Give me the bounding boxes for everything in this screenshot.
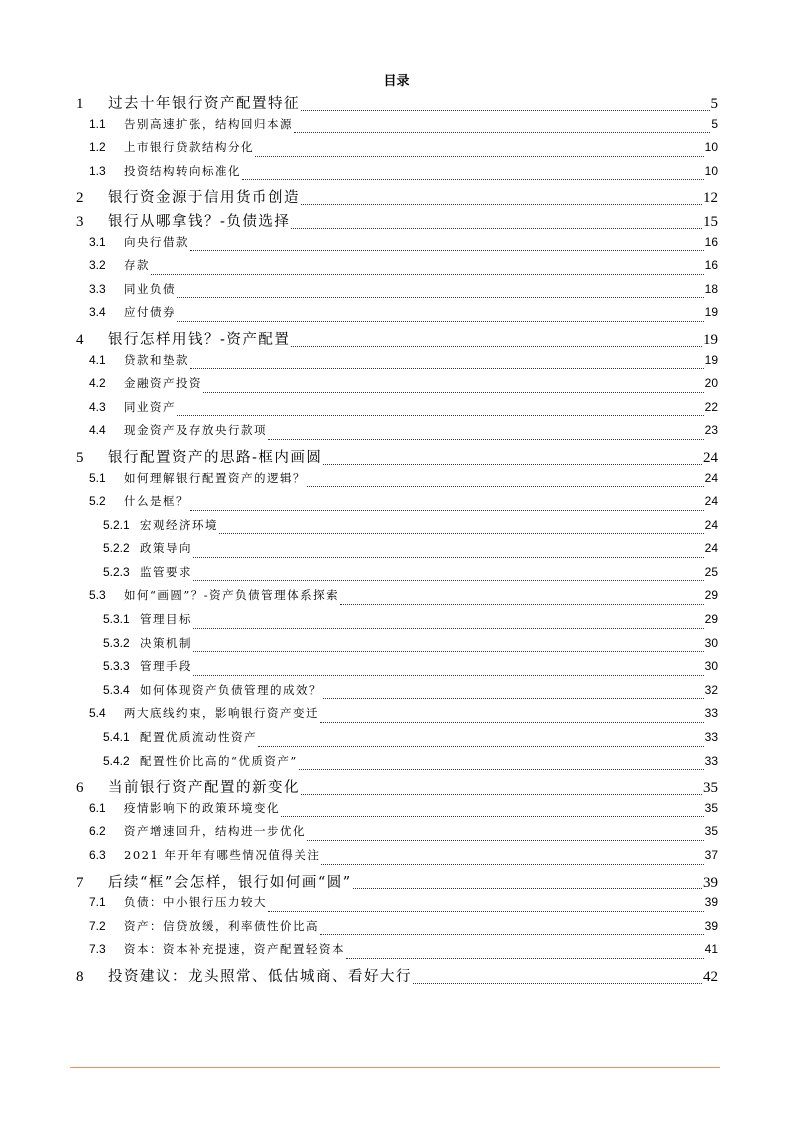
toc-entry-level-3[interactable] xyxy=(72,729,718,753)
toc-entry-level-2[interactable] xyxy=(72,116,718,140)
toc-entry-page: 29 xyxy=(704,588,718,603)
footer-divider xyxy=(70,1067,720,1068)
toc-entry-page: 24 xyxy=(704,494,718,509)
toc-entry-title: 投资结构转向标准化 xyxy=(124,163,241,178)
toc-entry-title: 应付债券 xyxy=(124,305,176,320)
toc-entry-page: 42 xyxy=(703,968,718,985)
table-of-contents xyxy=(72,92,718,989)
toc-entry-number: 5.3 xyxy=(89,588,106,603)
toc-entry-title: 上市银行贷款结构分化 xyxy=(124,140,254,155)
toc-entry-page: 16 xyxy=(704,258,718,273)
toc-leader-dots xyxy=(190,509,704,511)
toc-entry-page: 39 xyxy=(704,918,718,933)
toc-entry-page: 37 xyxy=(704,848,718,862)
toc-entry-number: 6.1 xyxy=(89,800,106,815)
toc-entry-title: 向央行借款 xyxy=(124,234,189,249)
toc-entry-number: 5.2.1 xyxy=(103,517,130,532)
toc-entry-level-1[interactable] xyxy=(72,965,718,989)
toc-entry-level-2[interactable] xyxy=(72,894,718,918)
toc-leader-dots xyxy=(323,697,704,699)
toc-leader-dots xyxy=(307,485,704,487)
toc-entry-page: 24 xyxy=(703,449,718,466)
toc-entry-number: 5.4.2 xyxy=(103,753,130,768)
toc-leader-dots xyxy=(301,109,710,111)
toc-entry-number: 5.1 xyxy=(89,470,106,485)
toc-leader-dots xyxy=(353,887,702,889)
toc-entry-level-2[interactable] xyxy=(72,823,718,847)
toc-entry-page: 35 xyxy=(703,780,718,797)
toc-entry-title: 资本：资本补充提速，资产配置轻资本 xyxy=(124,942,345,957)
toc-entry-number: 5.3.3 xyxy=(103,659,130,674)
toc-entry-title: 宏观经济环境 xyxy=(140,517,218,532)
toc-entry-title: 贷款和垫款 xyxy=(124,352,189,367)
toc-entry-title: 监管要求 xyxy=(140,564,192,579)
toc-entry-page: 10 xyxy=(704,163,718,178)
toc-entry-number: 5.4 xyxy=(89,706,106,721)
toc-entry-number: 4.2 xyxy=(89,376,106,391)
toc-entry-number: 3 xyxy=(76,213,84,230)
toc-entry-level-1[interactable] xyxy=(72,186,718,210)
toc-entry-level-2[interactable] xyxy=(72,587,718,611)
toc-leader-dots xyxy=(281,815,704,817)
toc-entry-level-1[interactable] xyxy=(72,446,718,470)
toc-entry-level-2[interactable] xyxy=(72,352,718,376)
toc-entry-title: 后续“框”会怎样，银行如何画“圆” xyxy=(108,874,352,891)
toc-entry-page: 33 xyxy=(704,706,718,721)
toc-entry-page: 19 xyxy=(704,352,718,367)
toc-leader-dots xyxy=(258,745,704,747)
toc-entry-title: 告别高速扩张，结构回归本源 xyxy=(124,116,293,131)
toc-entry-level-2[interactable] xyxy=(72,941,718,965)
toc-entry-title: 如何理解银行配置资产的逻辑？ xyxy=(124,470,306,485)
toc-entry-page: 16 xyxy=(704,234,718,249)
toc-entry-number: 8 xyxy=(76,968,84,985)
toc-entry-number: 2 xyxy=(76,190,84,207)
toc-entry-title: 政策导向 xyxy=(140,541,192,556)
toc-entry-title: 负债：中小银行压力较大 xyxy=(124,895,267,910)
toc-leader-dots xyxy=(190,249,704,251)
toc-entry-number: 1.1 xyxy=(89,116,106,131)
toc-entry-number: 6.2 xyxy=(89,824,106,839)
toc-entry-number: 6.3 xyxy=(89,848,106,862)
toc-entry-page: 12 xyxy=(703,190,718,207)
toc-entry-page: 19 xyxy=(703,331,718,348)
toc-leader-dots xyxy=(320,933,704,935)
toc-leader-dots xyxy=(219,532,704,534)
toc-entry-title: 银行从哪拿钱？-负债选择 xyxy=(108,213,291,230)
toc-entry-level-2[interactable] xyxy=(72,705,718,729)
toc-entry-title: 管理手段 xyxy=(140,659,192,674)
toc-entry-number: 4.3 xyxy=(89,399,106,414)
toc-entry-page: 39 xyxy=(703,874,718,891)
toc-leader-dots xyxy=(177,414,704,416)
toc-entry-number: 7.1 xyxy=(89,895,106,910)
toc-entry-number: 5.2.3 xyxy=(103,564,130,579)
toc-entry-number: 5.3.1 xyxy=(103,612,130,627)
toc-entry-level-2[interactable] xyxy=(72,422,718,446)
toc-entry-level-3[interactable] xyxy=(72,658,718,682)
toc-entry-title: 同业资产 xyxy=(124,399,176,414)
toc-entry-title: 资产：信贷放缓，利率债性价比高 xyxy=(124,918,319,933)
toc-entry-number: 5.3.4 xyxy=(103,682,130,697)
toc-entry-page: 24 xyxy=(704,541,718,556)
toc-entry-number: 6 xyxy=(76,780,84,797)
toc-entry-number: 4.4 xyxy=(89,423,106,438)
toc-entry-level-1[interactable] xyxy=(72,92,718,116)
toc-entry-title: 存款 xyxy=(124,258,150,273)
toc-entry-level-3[interactable] xyxy=(72,540,718,564)
toc-entry-page: 23 xyxy=(704,423,718,438)
toc-entry-title: 疫情影响下的政策环境变化 xyxy=(124,800,280,815)
toc-leader-dots xyxy=(301,203,702,205)
toc-title: 目录 xyxy=(383,74,410,89)
toc-leader-dots xyxy=(203,391,704,393)
toc-entry-level-2[interactable] xyxy=(72,375,718,399)
toc-entry-page: 33 xyxy=(704,753,718,768)
toc-leader-dots xyxy=(320,721,704,723)
toc-entry-level-2[interactable] xyxy=(72,163,718,187)
toc-leader-dots xyxy=(291,227,702,229)
toc-entry-page: 24 xyxy=(704,470,718,485)
toc-entry-level-3[interactable] xyxy=(72,611,718,635)
toc-entry-title: 如何“画圆”？-资产负债管理体系探索 xyxy=(124,588,340,603)
toc-leader-dots xyxy=(177,296,704,298)
toc-entry-page: 39 xyxy=(704,895,718,910)
toc-leader-dots xyxy=(193,556,704,558)
toc-entry-page: 35 xyxy=(704,824,718,839)
toc-leader-dots xyxy=(268,438,704,440)
toc-entry-title: 决策机制 xyxy=(140,635,192,650)
toc-entry-level-3[interactable] xyxy=(72,564,718,588)
toc-leader-dots xyxy=(193,627,704,629)
toc-entry-level-2[interactable] xyxy=(72,918,718,942)
toc-entry-title: 银行资金源于信用货币创造 xyxy=(108,190,300,207)
toc-leader-dots xyxy=(321,863,703,865)
toc-entry-number: 3.3 xyxy=(89,281,106,296)
toc-leader-dots xyxy=(255,155,704,157)
toc-entry-number: 4 xyxy=(76,331,84,348)
toc-entry-page: 35 xyxy=(704,800,718,815)
toc-leader-dots xyxy=(193,650,704,652)
toc-entry-title: 如何体现资产负债管理的成效？ xyxy=(140,682,322,697)
toc-entry-title: 2021 年开年有哪些情况值得关注 xyxy=(124,848,321,862)
toc-entry-page: 33 xyxy=(704,730,718,745)
toc-entry-number: 1.2 xyxy=(89,140,106,155)
toc-entry-title: 银行配置资产的思路-框内画圆 xyxy=(108,449,323,466)
toc-entry-level-2[interactable] xyxy=(72,304,718,328)
toc-entry-title: 配置优质流动性资产 xyxy=(140,730,257,745)
toc-entry-title: 什么是框？ xyxy=(124,494,189,509)
toc-entry-number: 1 xyxy=(76,96,84,112)
toc-entry-page: 18 xyxy=(704,281,718,296)
toc-leader-dots xyxy=(346,957,704,959)
toc-entry-level-1[interactable] xyxy=(72,328,718,352)
toc-entry-number: 3.1 xyxy=(89,234,106,249)
toc-entry-level-2[interactable] xyxy=(72,847,718,871)
toc-leader-dots xyxy=(193,579,704,581)
toc-entry-level-2[interactable] xyxy=(72,470,718,494)
toc-entry-number: 5.4.1 xyxy=(103,730,130,745)
toc-leader-dots xyxy=(301,793,702,795)
toc-entry-page: 10 xyxy=(704,140,718,155)
toc-entry-level-2[interactable] xyxy=(72,493,718,517)
toc-entry-page: 5 xyxy=(710,96,718,112)
toc-leader-dots xyxy=(177,320,704,322)
toc-entry-page: 32 xyxy=(704,682,718,697)
toc-leader-dots xyxy=(242,178,704,180)
toc-leader-dots xyxy=(323,463,702,465)
toc-leader-dots xyxy=(413,982,702,984)
toc-entry-page: 24 xyxy=(704,517,718,532)
toc-entry-level-1[interactable] xyxy=(72,210,718,234)
toc-leader-dots xyxy=(307,839,704,841)
toc-leader-dots xyxy=(340,603,703,605)
toc-entry-level-3[interactable] xyxy=(72,517,718,541)
toc-entry-number: 5.2 xyxy=(89,494,106,509)
toc-leader-dots xyxy=(151,273,704,275)
toc-entry-level-3[interactable] xyxy=(72,682,718,706)
toc-leader-dots xyxy=(299,768,704,770)
toc-entry-number: 7.3 xyxy=(89,942,106,957)
toc-entry-title: 当前银行资产配置的新变化 xyxy=(108,780,300,797)
toc-entry-level-2[interactable] xyxy=(72,257,718,281)
toc-entry-page: 25 xyxy=(704,564,718,579)
toc-entry-number: 3.4 xyxy=(89,305,106,320)
toc-entry-title: 现金资产及存放央行款项 xyxy=(124,423,267,438)
toc-entry-level-1[interactable] xyxy=(72,776,718,800)
toc-entry-level-3[interactable] xyxy=(72,753,718,777)
toc-entry-number: 4.1 xyxy=(89,352,106,367)
toc-entry-title: 投资建议：龙头照常、低估城商、看好大行 xyxy=(108,968,412,985)
toc-entry-title: 两大底线约束，影响银行资产变迁 xyxy=(124,706,319,721)
toc-entry-level-1[interactable] xyxy=(72,871,718,895)
toc-entry-page: 15 xyxy=(703,213,718,230)
toc-entry-level-2[interactable] xyxy=(72,399,718,423)
toc-entry-level-2[interactable] xyxy=(72,234,718,258)
toc-entry-number: 1.3 xyxy=(89,163,106,178)
toc-entry-page: 22 xyxy=(704,399,718,414)
toc-entry-number: 7 xyxy=(76,874,84,891)
toc-entry-level-3[interactable] xyxy=(72,635,718,659)
toc-entry-number: 5 xyxy=(76,449,84,466)
toc-entry-level-2[interactable] xyxy=(72,281,718,305)
toc-entry-page: 41 xyxy=(704,942,718,957)
toc-entry-page: 29 xyxy=(704,612,718,627)
toc-leader-dots xyxy=(193,674,704,676)
toc-entry-title: 金融资产投资 xyxy=(124,376,202,391)
toc-entry-number: 3.2 xyxy=(89,258,106,273)
toc-entry-page: 30 xyxy=(704,635,718,650)
toc-entry-page: 19 xyxy=(704,305,718,320)
toc-entry-title: 配置性价比高的“优质资产” xyxy=(140,753,298,768)
toc-leader-dots xyxy=(291,345,702,347)
toc-entry-title: 管理目标 xyxy=(140,612,192,627)
toc-entry-page: 30 xyxy=(704,659,718,674)
toc-entry-level-2[interactable] xyxy=(72,800,718,824)
toc-leader-dots xyxy=(190,367,704,369)
toc-leader-dots xyxy=(268,910,704,912)
toc-entry-page: 20 xyxy=(704,376,718,391)
toc-entry-title: 过去十年银行资产配置特征 xyxy=(108,96,300,112)
toc-entry-title: 资产增速回升，结构进一步优化 xyxy=(124,824,306,839)
toc-entry-title: 银行怎样用钱？-资产配置 xyxy=(108,331,291,348)
toc-entry-number: 5.2.2 xyxy=(103,541,130,556)
toc-leader-dots xyxy=(294,131,710,133)
toc-entry-number: 7.2 xyxy=(89,918,106,933)
toc-entry-title: 同业负债 xyxy=(124,281,176,296)
toc-entry-page: 5 xyxy=(711,116,718,131)
toc-entry-level-2[interactable] xyxy=(72,139,718,163)
toc-entry-number: 5.3.2 xyxy=(103,635,130,650)
